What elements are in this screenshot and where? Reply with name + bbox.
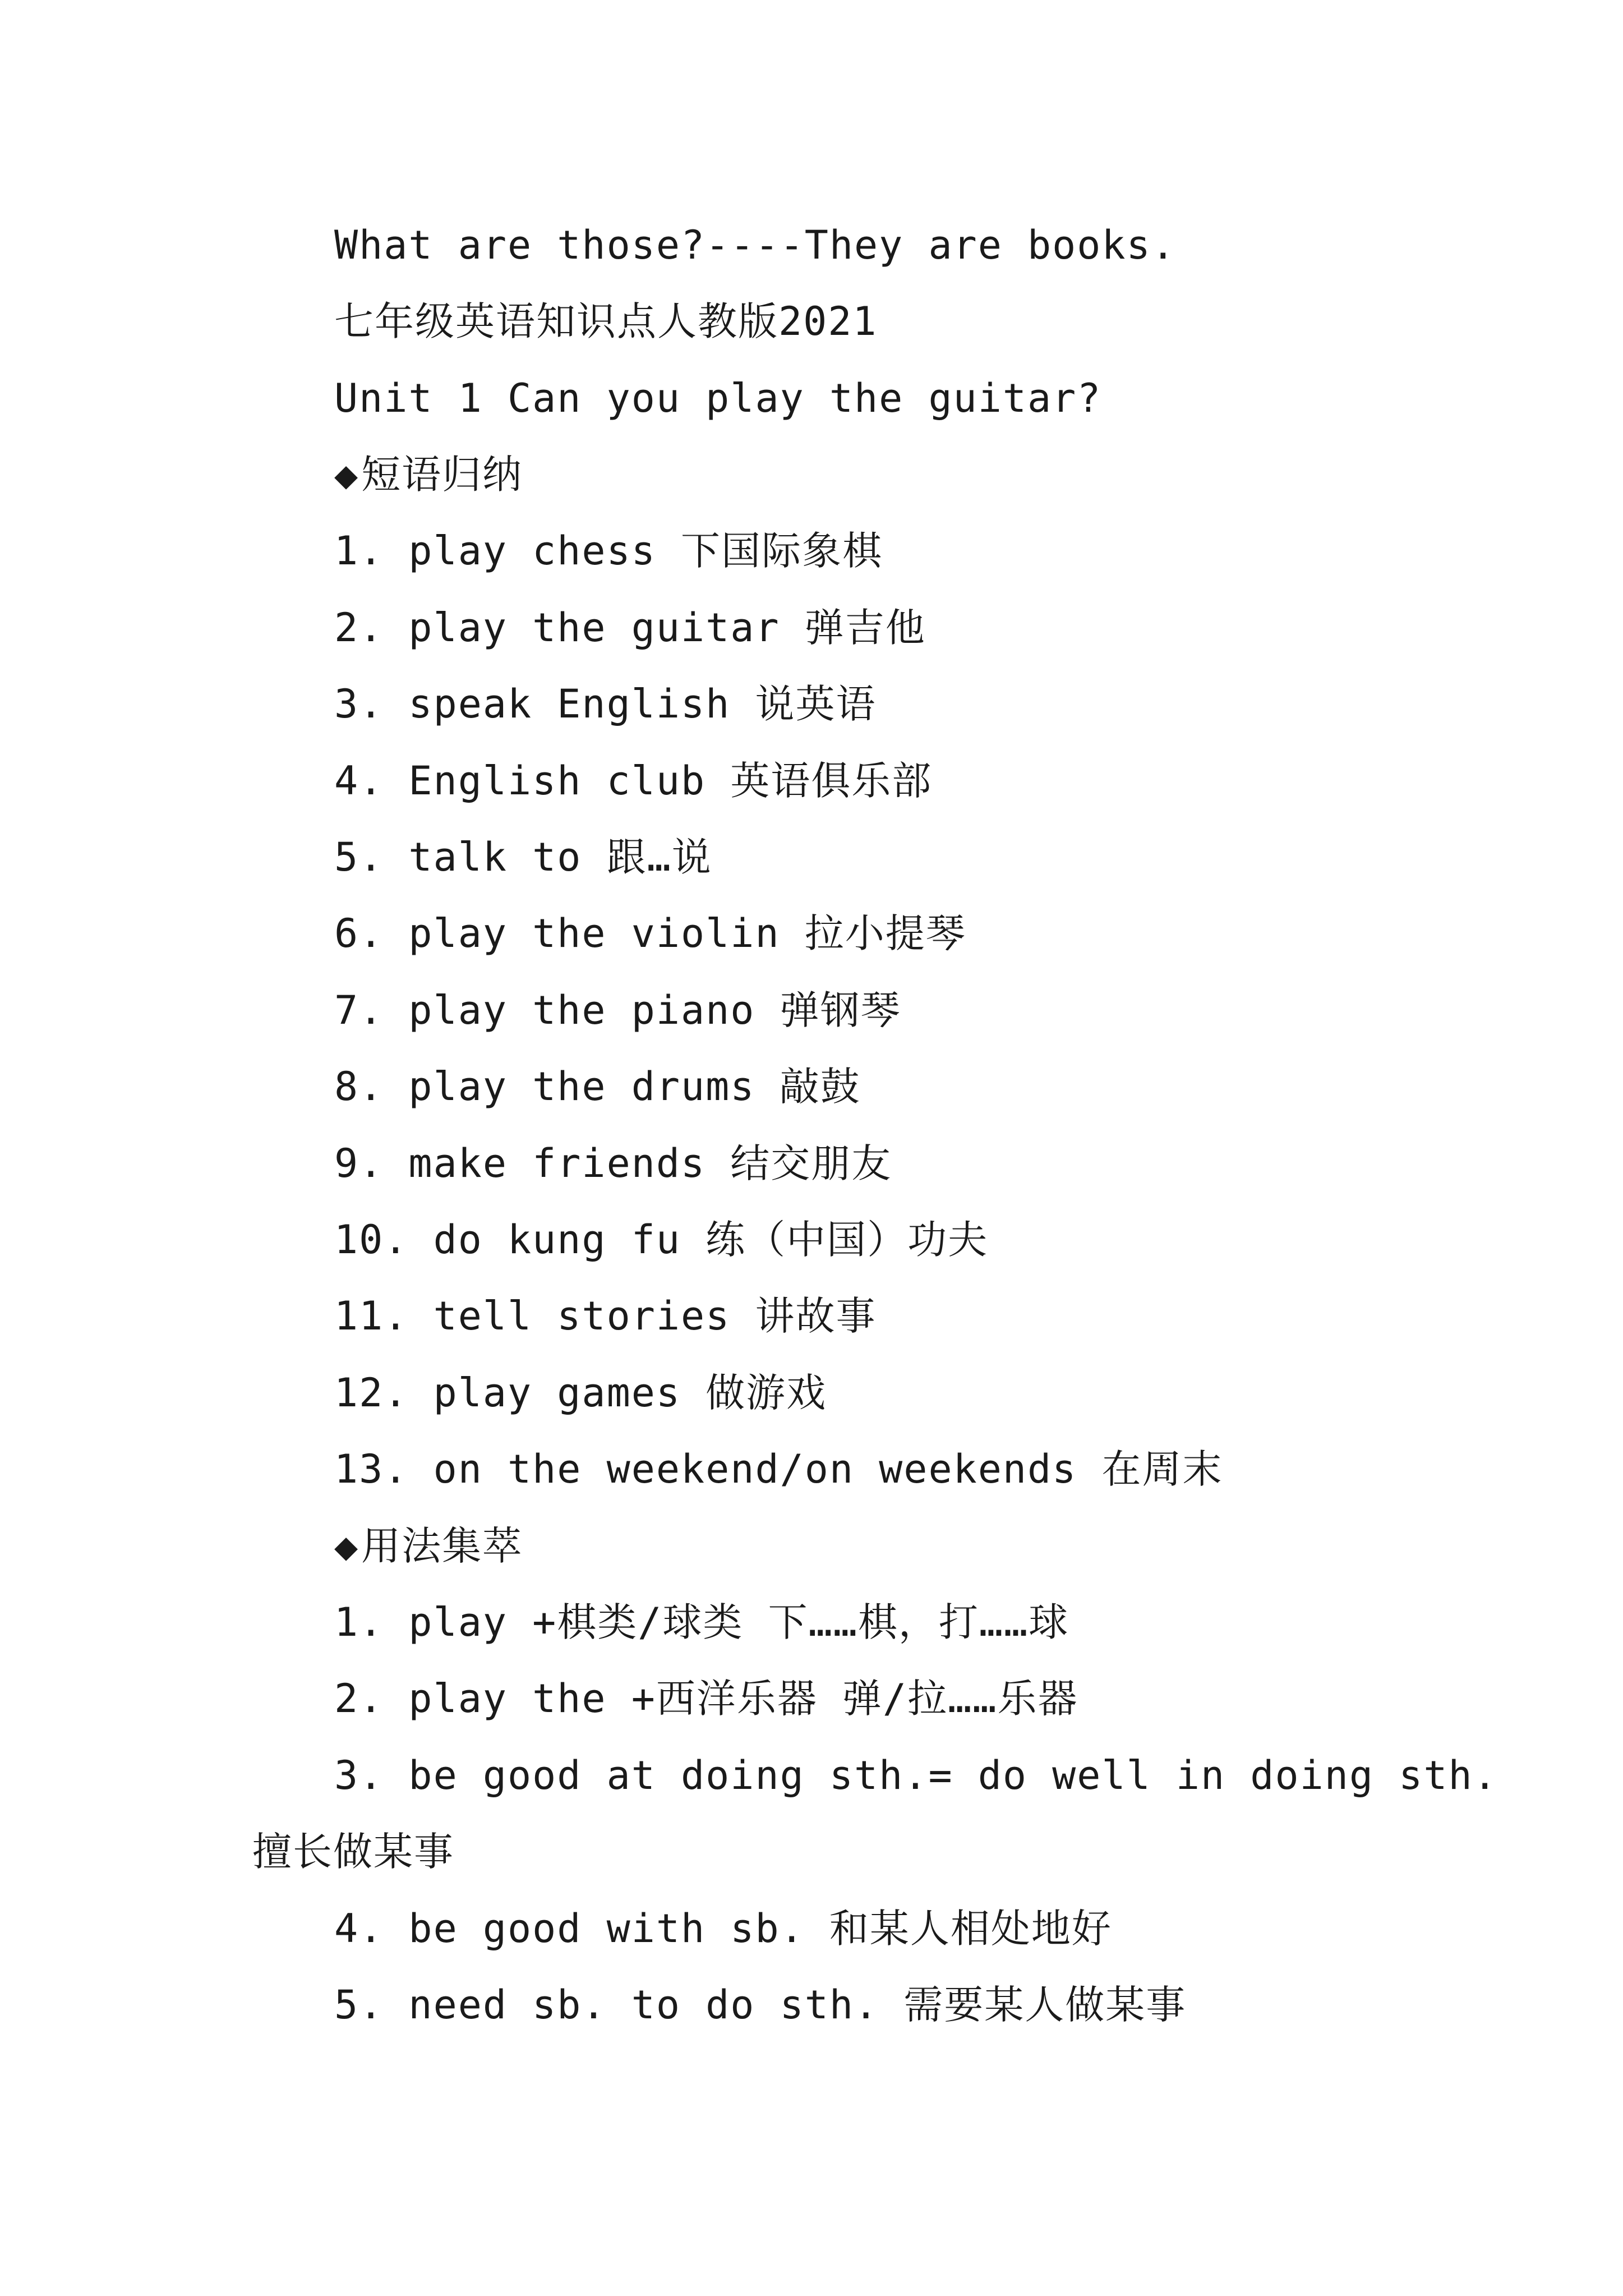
document-title: 七年级英语知识点人教版2021 [334,298,878,344]
diamond-bullet-icon: ◆ [334,1523,359,1569]
section-heading-label: 用法集萃 [361,1523,523,1569]
diamond-bullet-icon: ◆ [334,452,359,498]
phrase-item: 11. tell stories 讲故事 [334,1293,877,1339]
unit-title: Unit 1 Can you play the guitar? [334,375,1102,421]
usage-item-continuation: 擅长做某事 [252,1829,454,1875]
usage-item: 1. play +棋类/球类 下……棋，打……球 [334,1599,1069,1645]
section-heading-phrases [334,452,523,498]
phrase-item: 8. play the drums 敲鼓 [334,1064,861,1110]
phrase-item: 5. talk to 跟…说 [334,834,712,880]
phrase-item: 7. play the piano 弹钢琴 [334,987,901,1033]
phrase-item: 9. make friends 结交朋友 [334,1140,892,1186]
phrase-item: 10. do kung fu 练（中国）功夫 [334,1217,989,1263]
usage-item: 5. need sb. to do sth. 需要某人做某事 [334,1982,1187,2028]
phrase-item: 2. play the guitar 弹吉他 [334,605,926,651]
phrase-item: 3. speak English 说英语 [334,681,877,727]
usage-item: 4. be good with sb. 和某人相处地好 [334,1906,1112,1952]
phrase-item: 4. English club 英语俱乐部 [334,758,933,804]
phrase-item: 1. play chess 下国际象棋 [334,528,883,574]
usage-item: 2. play the +西洋乐器 弹/拉……乐器 [334,1676,1078,1722]
phrase-item: 6. play the violin 拉小提琴 [334,910,966,956]
section-heading-usage [334,1523,523,1569]
example-sentence: What are those?----They are books. [334,222,1176,268]
phrase-item: 12. play games 做游戏 [334,1370,827,1416]
usage-item: 3. be good at doing sth.= do well in doing sth. [334,1752,1498,1798]
section-heading-label: 短语归纳 [361,452,523,498]
phrase-item: 13. on the weekend/on weekends 在周末 [334,1446,1223,1492]
